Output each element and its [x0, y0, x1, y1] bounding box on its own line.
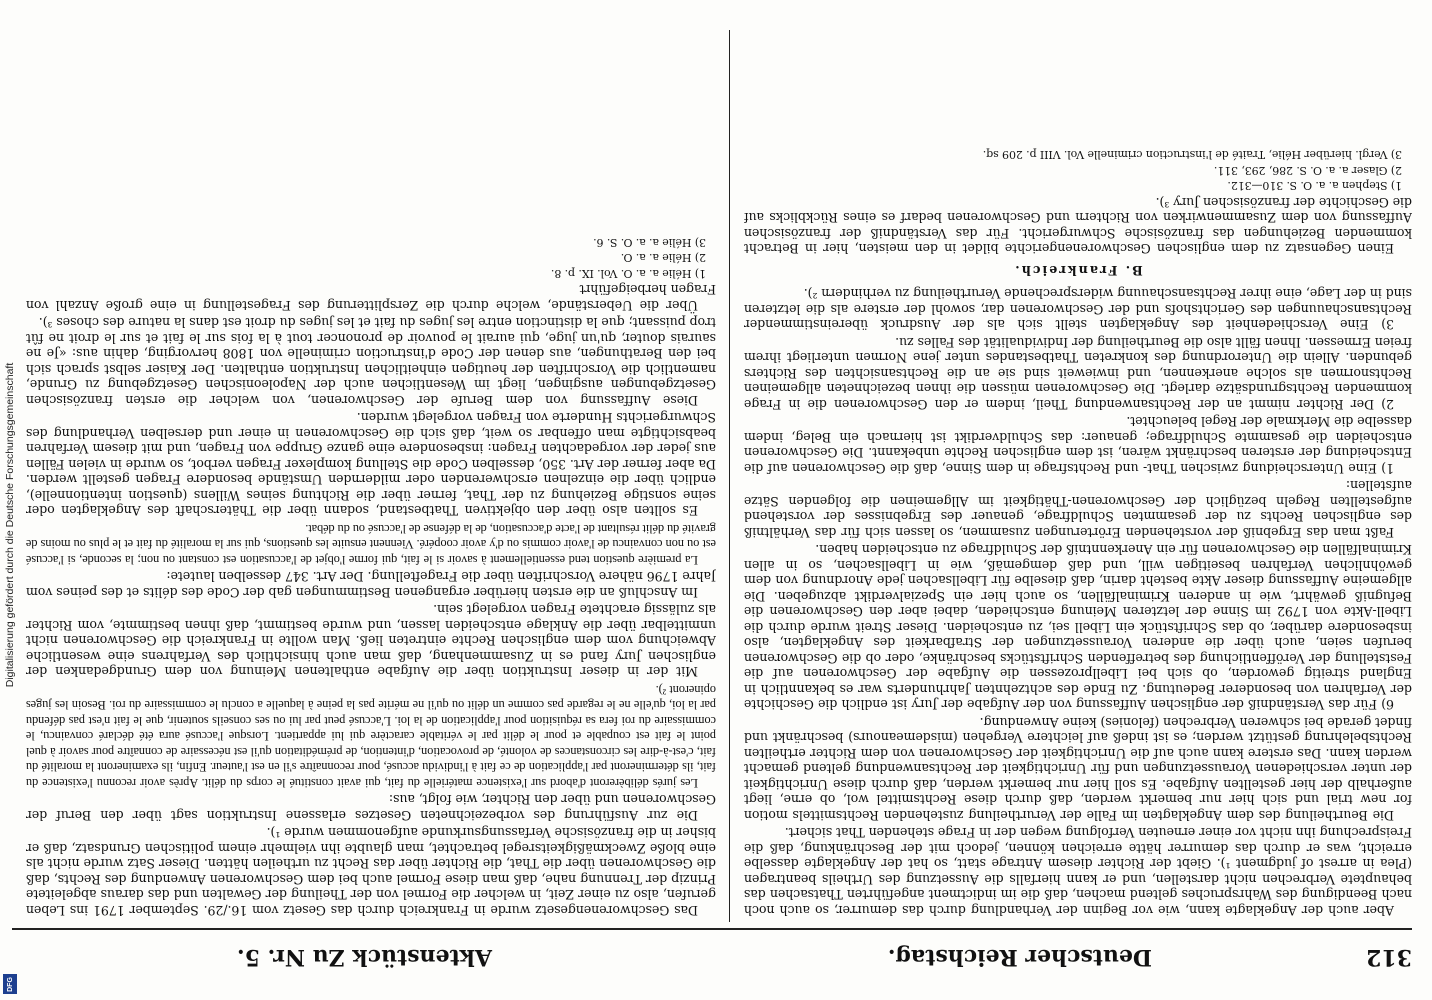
right-paragraph: Über die Ueberstände, welche durch die Zersplitterung des Fragestellung in eine große Anzahl von Fragen herbeigeführt [26, 282, 716, 313]
left-paragraph: Die Beurtheilung des dem Angeklagten im Falle der Verurtheilung zustehenden Rechtsmittels motion for new trial und sich hier nur bemerkt werden, daß durch diese Rechtsmittel wol, ob erne, liegt außerhalb der hier gestellten Aufgabe. Es soll hier nur bemerkt werden, daß durch diese Unrichtigkeit der unter verschiedenen Voraussetzungen und für Unrichtigkeit der Rechtsanwendung geltend gemacht werden kann. Das erstere kann auch auf die Unrichtigkeit der Geschworenen von dem Richter ertheilten Rechtsbelehrung gestützt werden; es ist indeß auf leichtere Vergehen (misdemeanours) beschränkt und findet gerade bei schweren Verbrechen (felonies) keine Anwendung. [744, 715, 1412, 823]
right-paragraph: Die zur Ausführung des vorbezeichneten Gesetzes erlassene Instruktion sagt über den Beruf der Geschworenen und über den Richter, wie folgt, aus: [26, 792, 716, 823]
footnote: 3) Hélie a. a. O. S. 6. [593, 236, 706, 249]
left-column [744, 30, 1412, 918]
footnote: 1) Hélie a. a. O. Vol. IX. p. 8. [551, 267, 706, 280]
right-paragraph: Das Geschworenengesetz wurde in Frankreich durch das Gesetz vom 16./29. September 1791 ins Leben gerufen, also zu einer Zeit, in welcher die Formel von der Theilung der Gewalten und das daraus abgeleitete Prinzip der Trennung nahe, daß man diese Formel auch bei dem Geschworenen Anwendung des Rechts, daß die Geschworenen über die That, die Richter über das Recht zu urtheilen hätten. Dieser Satz wurde nicht als eine bloße Zweckmäßigkeitsregel betrachtet, man glaubte ihn vielmehr einem politischen Grundsatz, daß er bisher in die französische Verfassungsurkunde aufgenommen wurde ¹). [26, 825, 716, 918]
right-paragraph: Diese Auffassung von dem Berufe der Geschworenen, von welcher die ersten französischen Gesetzgebungen ausgingen, liegt im Wesentlichen auch der Napoleonischen Gesetzgebung zu Grunde, namentlich die Vorschriften der heutigen einheitlichen Instruktion enthalten. Der Kaiser selbst sprach sich bei den Berathungen, aus denen der Code d'instruction criminelle von 1808 hervorging, dahin aus: «Je ne saurais douter, qu'un juge, qui aurait le pouvoir de prononcer tout à la fois sur le fait et sur le droit ne fût trop puissant; que la distinction entre les juges du fait et les juges du droit est dans la nature des choses ³). [26, 315, 716, 408]
right-header: Aktenstück Zu Nr. 5. [237, 944, 492, 970]
left-paragraph: 6) Für das Verständniß der englischen Auffassung von der Aufgabe der Jury ist endlich die Geschichte der Verfahren von besonderer Bedeutung. Zu Ende des achtzehnten Jahrhunderts war es bekanntlich in England streitig geworden, ob sich bei Libellprozessen die Aufgabe der Geschworenen auf die Feststellung der Veröffentlichung des betreffenden Schriftstücks beschränke, oder ob die Geschworenen berufen seien, auch über die anderen Voraussetzungen der Strafbarkeit des Angeklagten, also insbesondere darüber, ob das Schriftstück ein Libell sei, zu entscheiden. Dieser Streit wurde durch die Libell-Akte von 1792 im Sinne der letzteren Meinung entschieden, dabei aber den Geschworenen die Befugniß gewährt, wie in anderen Kriminalfällen, so auch hier ein Spezialverdikt abzugeben. Die allgemeine Auffassung dieser Akte besteht darin, daß dieselbe für Libellsachen jede Anordnung von dem gewöhnlichen Verfahren beseitigen will, und daß demgemäß, wie in Libellsachen, so in allen Kriminalfällen die Geschworenen für ein Anerkenntniß der Schuldfrage zu entscheiden haben. [744, 542, 1412, 713]
left-header: Deutscher Reichstag. [887, 944, 1152, 970]
right-paragraph: Mit der in dieser Instruktion über die Aufgabe enthaltenen Meinung von dem Grundgedanken der englischen Jury fand es in Zusammenhang, daß man auch hinsichtlich des Verfahrens eine wesentliche Abweichung vom dem englischen Rechte eintreten ließ. Man wollte in Frankreich die Geschworenen nicht unmittelbar über die Anklage entscheiden lassen, und wurde bestimmt, daß ihnen bestimmte, vom Richter als zulässig erachtete Fragen vorgelegt sein. [26, 602, 716, 680]
right-paragraph: Es sollten also über den objektiven Thatbestand, sodann über die Thäterschaft des Angeklagten oder seine sonstige Beziehung zu der That, ferner über die Richtung seines Willens (question intentionnelle), endlich über die einzelnen erschwerenden oder mildernden Umstände besondere Fragen gestellt werden. Da aber ferner der Art. 350, desselben Code die Stellung komplexer Fragen verbot, so wurde in vielen Fällen aus jeder der vorgedachten Fragen: insbesondere eine ganze Gruppe von Fragen, und mit diesem Verfahren beabsichtigte man offenbar so weit, daß sich die Geschworenen in einer und derselben Verhandlung des Schwurgerichts Hunderte von Fragen vorgelegt wurden. [26, 410, 716, 519]
left-paragraph: Aber auch der Angeklagte kann, wie vor Beginn der Verhandlung durch das demurrer, so auch noch nach Beendigung des Wahrspruches geltend machen, daß die im indictment angeführten Thatsachen das behauptete Verbrechen nicht darstellen, und er kann hierfalls die Aussetzung des Urtheils beantragen (Plea in arrest of judgment ¹). Giebt der Richter diesem Antrage statt, so hat der Angeklagte dasselbe erreicht, was er durch das demurrer hätte erreichen können, jedoch mit der Beschränkung, daß die Freisprechung ihn nicht vor einer erneuten Verfolgung wegen der in Frage stehenden That sichert. [744, 825, 1412, 918]
digitization-notice [3, 60, 17, 990]
footnote: 3) Vergl. hierüber Hélie, Traité de l'instruction criminelle Vol. VIII p. 209 sq. [982, 148, 1402, 162]
header-rule [12, 928, 1412, 930]
left-paragraph: 2) Der Richter nimmt an der Rechtsanwendung Theil, indem er den Geschworenen die in Frage kommenden Rechtsgrundsätze darlegt. Die Geschworenen müssen die ihnen bezeichneten allgemeinen Rechtsnormen als solche anerkennen, und inwieweit sind sie an die Rechtsansichten des Richters gebunden. Allein die Unterordnung des konkreten Thatbestandes unter jene Normen unterliegt ihrem freien Ermessen. Ihnen fällt also die Beurtheilung der Individualität des Falles zu. [744, 335, 1412, 412]
right-column [26, 30, 716, 918]
digitization-notice-text: Digitalisierung gefördert durch die Deutsche Forschungsgemeinschaft [4, 362, 16, 688]
left-paragraph: Einen Gegensatz zu dem englischen Geschworenengerichte bildet in den meisten, hier in Betracht kommenden Beziehungen das französische Schwurgericht. Für das Verständniß der französischen Auffassung von dem Zusammenwirken von Richtern und Geschworenen bedarf es eines Rückblicks auf die Geschichte der französischen Jury ³). [744, 195, 1412, 257]
dfg-logo-text: DFG [6, 976, 14, 992]
page-number: 312 [1366, 944, 1412, 970]
footnote: 2) Glaser a. a. O. S. 286, 293, 311. [1213, 164, 1402, 177]
french-quote: Les jurés délibèreront d'abord sur l'existence matérielle du fait, qui avait constitué le corps du délit. Après avoir reconnu l'existence du fait, ils détermineront par l'application de ce fait à l'individu accusé, pour reconnaître s'il en est l'auteur. Enfin, ils examineront la moralité du fait, c'est-à-dire les circonstances de volonté, de provocation, d'intention, de préméditation qu'il est nécessaire de connaître pour savoir à quel point le fait est coupable et pour le délit par le véritable caractère qui lui appartient. Lorsque l'accusé aura été déclaré convaincu, le commissaire du roi fera sa réquisition pour l'application de la loi. L'accusé peut par lui ou ses conseils soutenir, que le fait n'est pas défendu par la loi, qu'elle ne le regarde pas comme un délit ou qu'il ne mérite pas la peine à laquelle a conclu le commissaire du roi. Besoin les juges opineront ²). [26, 683, 716, 790]
left-paragraph: Faßt man das Ergebniß der vorstehenden Erörterungen zusammen, so lassen sich für das Verhältniß des englischen Rechts zu der gesammten Schuldfrage, genauer des Ergebnisses der vorstehend aufgestellten Regeln bezüglich der Geschworenen-Thätigkeit im Allgemeinen die folgenden Sätze aufstellen: [744, 478, 1412, 540]
right-paragraph: Im Anschluß an die ersten hierüber ergangenen Bestimmungen gab der Code des délits et des peines vom Jahre 1796 nähere Vorschriften über die Frageftellung. Der Art. 347 desselben lautete: [26, 569, 716, 600]
section-title: B. Frankreich. [1013, 263, 1143, 278]
dfg-logo [3, 974, 17, 994]
footnote: 2) Hélie a. a. O. [620, 251, 706, 265]
footnote: 1) Stephen a. a. O. S. 310—312. [1227, 179, 1402, 193]
french-quote: La première question tend essentiellement à savoir si le fait, qui forme l'objet de l'accusation est constant ou non; la seconde, si l'accusé est ou non convaincu de l'avoir commis ou d'y avoir coopéré. Viennent ensuite les questions, qui sur la moralité du fait et le plus ou moins de gravité du délit résultant de l'acte d'accusation, de la défense de l'accusé ou du débat. [26, 522, 716, 567]
rotated-page-content [12, 30, 1412, 970]
left-paragraph: 3) Eine Verschiedenheit des Angeklagten stellt sich als der Ausdruck übereinstimmender Rechtsanschauungen des Gerichtshofs und der Geschworenen dar, sowohl der erstere als die letzteren sind in der Lage, eine ihrer Rechtsanschauung widersprechende Verurtheilung zu verhindern ²). [744, 286, 1412, 333]
column-divider [729, 30, 730, 922]
left-paragraph: 1) Eine Unterscheidung zwischen That- und Rechtsfrage in dem Sinne, daß die Geschworenen auf die Entscheidung der ersteren beschränkt wären, ist dem englischen Rechte unbekannt. Die Geschworenen entscheiden die gesammte Schuldfrage; genauer: das Schuldverdikt ist hiernach ein Beleg, indem dasselbe die Merkmale der Regel beleuchtet. [744, 414, 1412, 476]
